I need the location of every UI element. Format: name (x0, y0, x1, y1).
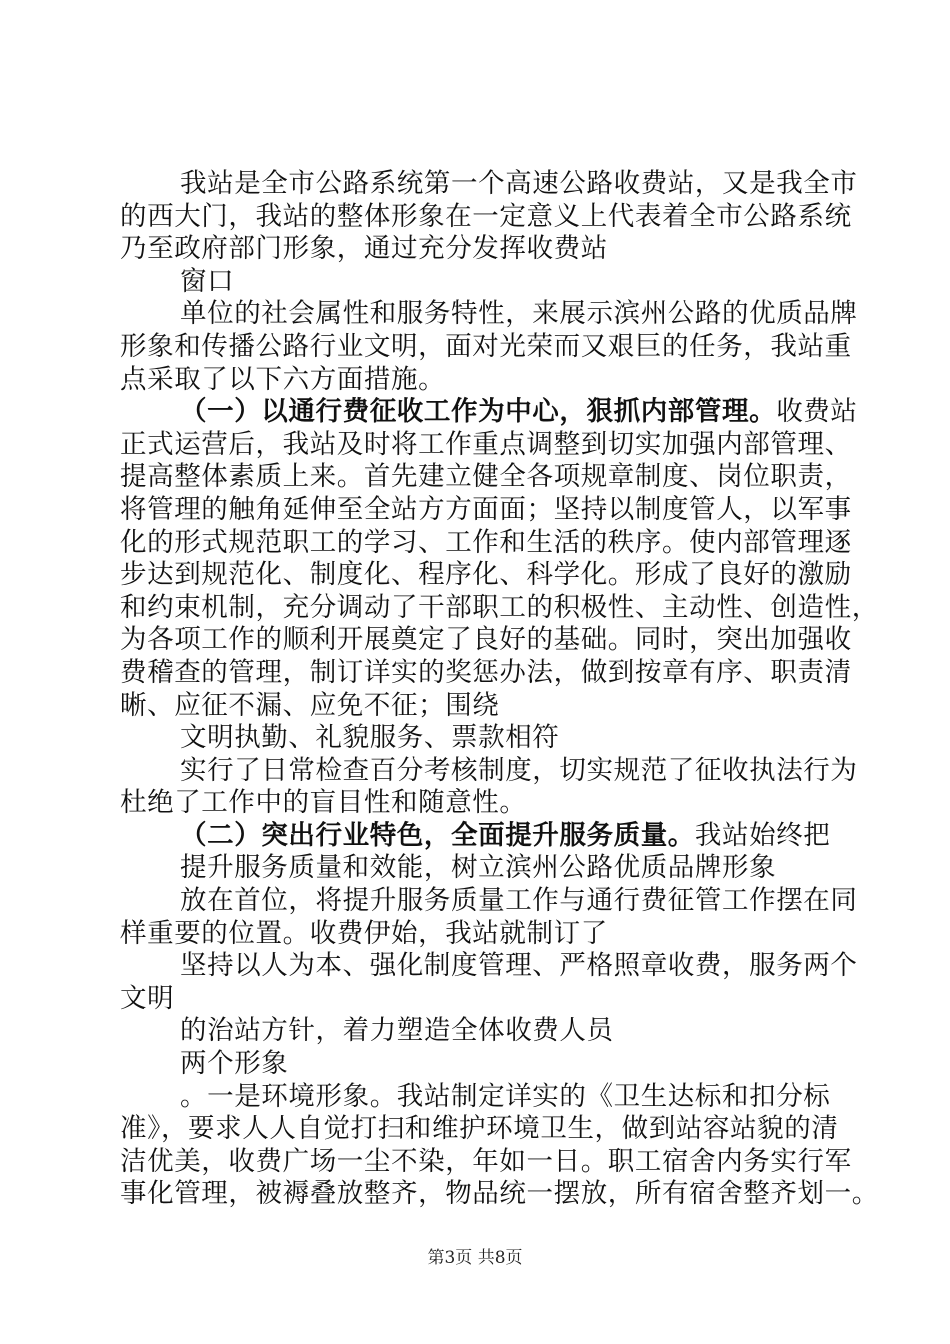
line-text: 样重要的位置。收费伊始，我站就制订了 (120, 917, 608, 949)
line-text: 费稽查的管理，制订详实的奖惩办法，做到按章有序、职责清 (120, 656, 852, 688)
line-text: 将管理的触角延伸至全站方方面面；坚持以制度管人，以军事 (120, 493, 852, 525)
line-text: 事化管理，被褥叠放整齐，物品统一摆放，所有宿舍整齐划一。 (120, 1178, 879, 1210)
section-heading: （二）突出行业特色，全面提升服务质量。 (180, 819, 695, 851)
text-line (120, 428, 852, 462)
text-line (120, 624, 852, 657)
text-line (120, 820, 832, 853)
text-line (120, 722, 832, 755)
line-text: 点采取了以下六方面措施。 (120, 363, 446, 395)
line-text: 单位的社会属性和服务特性，来展示滨州公路的优质品牌 (180, 298, 858, 330)
text-line (120, 233, 832, 266)
text-line (120, 298, 858, 331)
text-line (120, 559, 852, 592)
text-line (120, 591, 879, 625)
text-line (120, 1048, 832, 1081)
text-line (120, 918, 832, 951)
line-text: 为各项工作的顺利开展奠定了良好的基础。同时，突出加强收 (120, 624, 852, 656)
text-line (120, 364, 832, 397)
text-line (120, 1178, 879, 1211)
document-body (120, 168, 879, 1211)
text-line (120, 852, 832, 885)
line-text: 提高整体素质上来。首先建立健全各项规章制度、岗位职责， (120, 461, 852, 493)
line-text: 。一是环境形象。我站制定详实的《卫生达标和扣分标 (180, 1080, 831, 1112)
text-line (120, 885, 858, 918)
line-text: 文明 (120, 982, 175, 1014)
line-text: 晰、应征不漏、应免不征；围绕 (120, 689, 500, 721)
line-text: 我站是全市公路系统第一个高速公路收费站，又是我全市 (180, 168, 858, 199)
text-line (120, 200, 852, 234)
line-text: 提升服务质量和效能，树立滨州公路优质品牌形象 (180, 852, 777, 884)
text-line (120, 168, 858, 201)
text-line (120, 950, 858, 983)
text-line (120, 330, 852, 364)
text-line (120, 983, 832, 1016)
line-text: 文明执勤、礼貌服务、票款相符 (180, 722, 560, 754)
line-text: 准》，要求人人自觉打扫和维护环境卫生，做到站容站貌的清 (120, 1113, 839, 1145)
line-text: 放在首位，将提升服务质量工作与通行费征管工作摆在同 (180, 885, 858, 917)
line-text: 化的形式规范职工的学习、工作和生活的秩序。使内部管理逐 (120, 526, 852, 558)
text-line (120, 1145, 852, 1179)
text-line (120, 1081, 832, 1114)
line-text: 我站始终把 (694, 819, 831, 851)
line-text: 窗口 (180, 265, 235, 297)
line-text: 收费站 (776, 396, 858, 428)
line-text: 正式运营后，我站及时将工作重点调整到切实加强内部管理、 (120, 428, 852, 460)
text-line (120, 266, 832, 299)
line-text: 形象和传播公路行业文明，面对光荣而又艰巨的任务，我站重 (120, 330, 852, 362)
text-line (120, 754, 858, 788)
text-line (120, 526, 852, 560)
text-line (120, 493, 852, 527)
line-text: 的治站方针，着力塑造全体收费人员 (180, 1015, 614, 1047)
line-text: 坚持以人为本、强化制度管理、严格照章收费，服务两个 (180, 950, 858, 982)
line-text: 和约束机制，充分调动了干部职工的积极性、主动性、创造性， (120, 591, 879, 623)
text-line (120, 656, 852, 690)
line-text: 的西大门，我站的整体形象在一定意义上代表着全市公路系统 (120, 200, 852, 232)
text-line (120, 396, 858, 429)
text-line (120, 1113, 839, 1146)
text-line (120, 787, 832, 820)
text-line (120, 690, 832, 723)
line-text: 乃至政府部门形象，通过充分发挥收费站 (120, 233, 608, 265)
line-text: 实行了日常检查百分考核制度，切实规范了征收执法行为 (180, 754, 858, 786)
section-heading: （一）以通行费征收工作为中心，狠抓内部管理。 (180, 396, 777, 428)
line-text: 洁优美，收费广场一尘不染，年如一日。职工宿舍内务实行军 (120, 1145, 852, 1177)
line-text: 两个形象 (180, 1048, 289, 1080)
text-line (120, 1015, 832, 1048)
line-text: 步达到规范化、制度化、程序化、科学化。形成了良好的激励 (120, 559, 852, 591)
line-text: 杜绝了工作中的盲目性和随意性。 (120, 787, 527, 819)
text-line (120, 461, 852, 494)
page-footer: 第3页 共8页 (427, 1248, 523, 1268)
